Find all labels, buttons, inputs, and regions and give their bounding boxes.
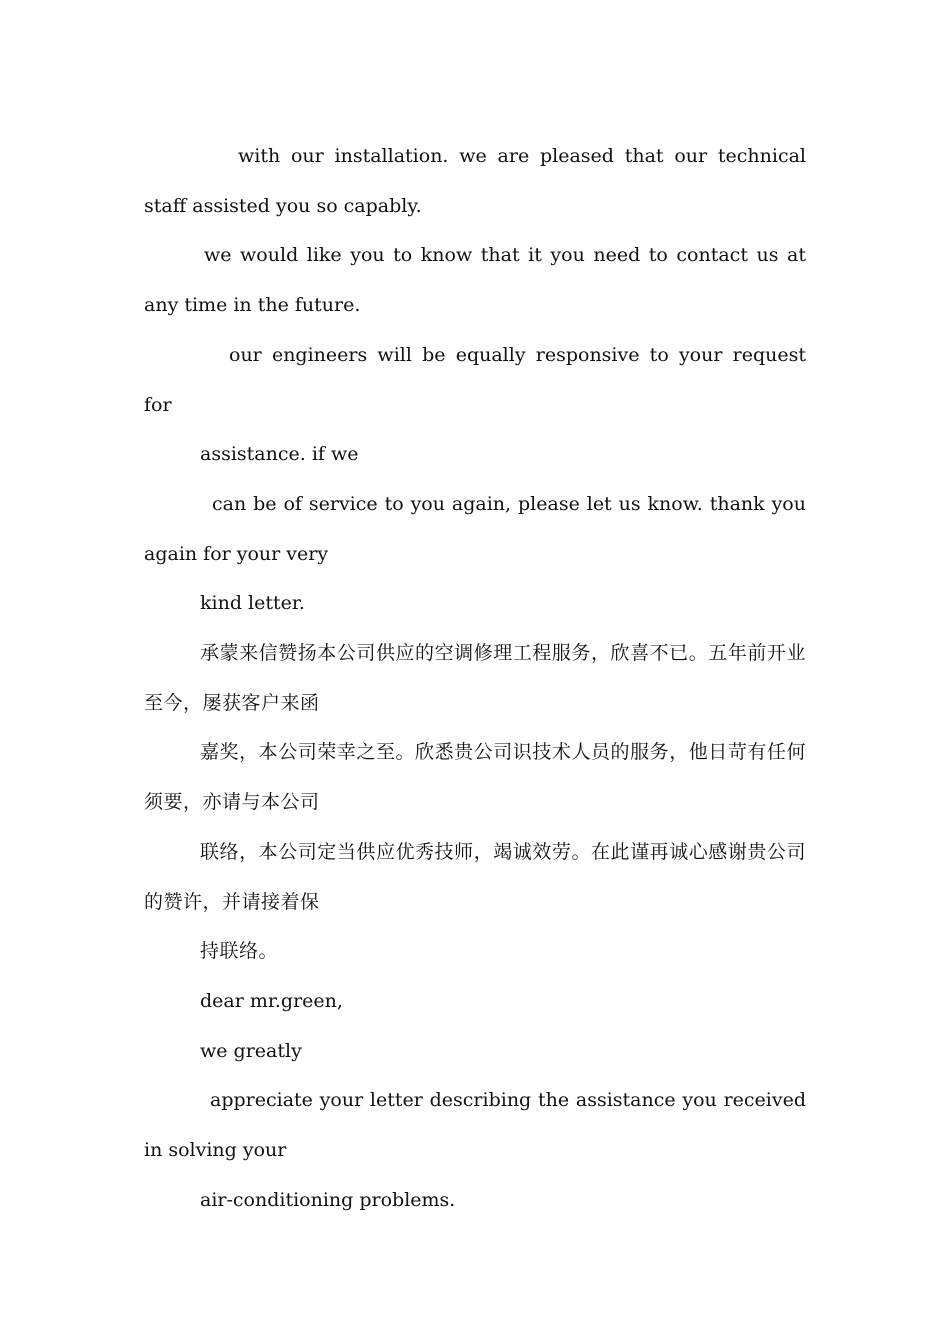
paragraph-kind-letter: kind letter. (200, 592, 305, 615)
paragraph-installation: with our installation. we are pleased that our technical staff assisted you so capably. (144, 145, 806, 217)
paragraph-contact: we would like you to know that it you need to contact us at any time in the future. (144, 244, 806, 317)
document-body (144, 132, 806, 1225)
paragraph-assistance: assistance. if we (200, 443, 359, 466)
paragraph-air-conditioning: air-conditioning problems. (200, 1188, 456, 1211)
paragraph-service: can be of service to you again, please let us know. thank you again for your very (144, 492, 806, 565)
paragraph-appreciate: appreciate your letter describing the assistance you received in solving your (144, 1089, 806, 1162)
paragraph-chinese-4: 持联络。 (200, 940, 279, 963)
paragraph-chinese-1: 承蒙来信赞扬本公司供应的空调修理工程服务，欣喜不已。五年前开业至今，屡获客户来函 (144, 642, 806, 714)
paragraph-greatly: we greatly (200, 1039, 302, 1062)
paragraph-chinese-2: 嘉奖，本公司荣幸之至。欣悉贵公司识技术人员的服务，他日苛有任何须要，亦请与本公司 (144, 741, 806, 814)
paragraph-engineers: our engineers will be equally responsive to your request for (144, 343, 806, 416)
paragraph-chinese-3: 联络，本公司定当供应优秀技师，竭诚效劳。在此谨再诚心感谢贵公司的赞许，并请接着保 (144, 840, 806, 913)
salutation: dear mr.green, (200, 989, 343, 1012)
